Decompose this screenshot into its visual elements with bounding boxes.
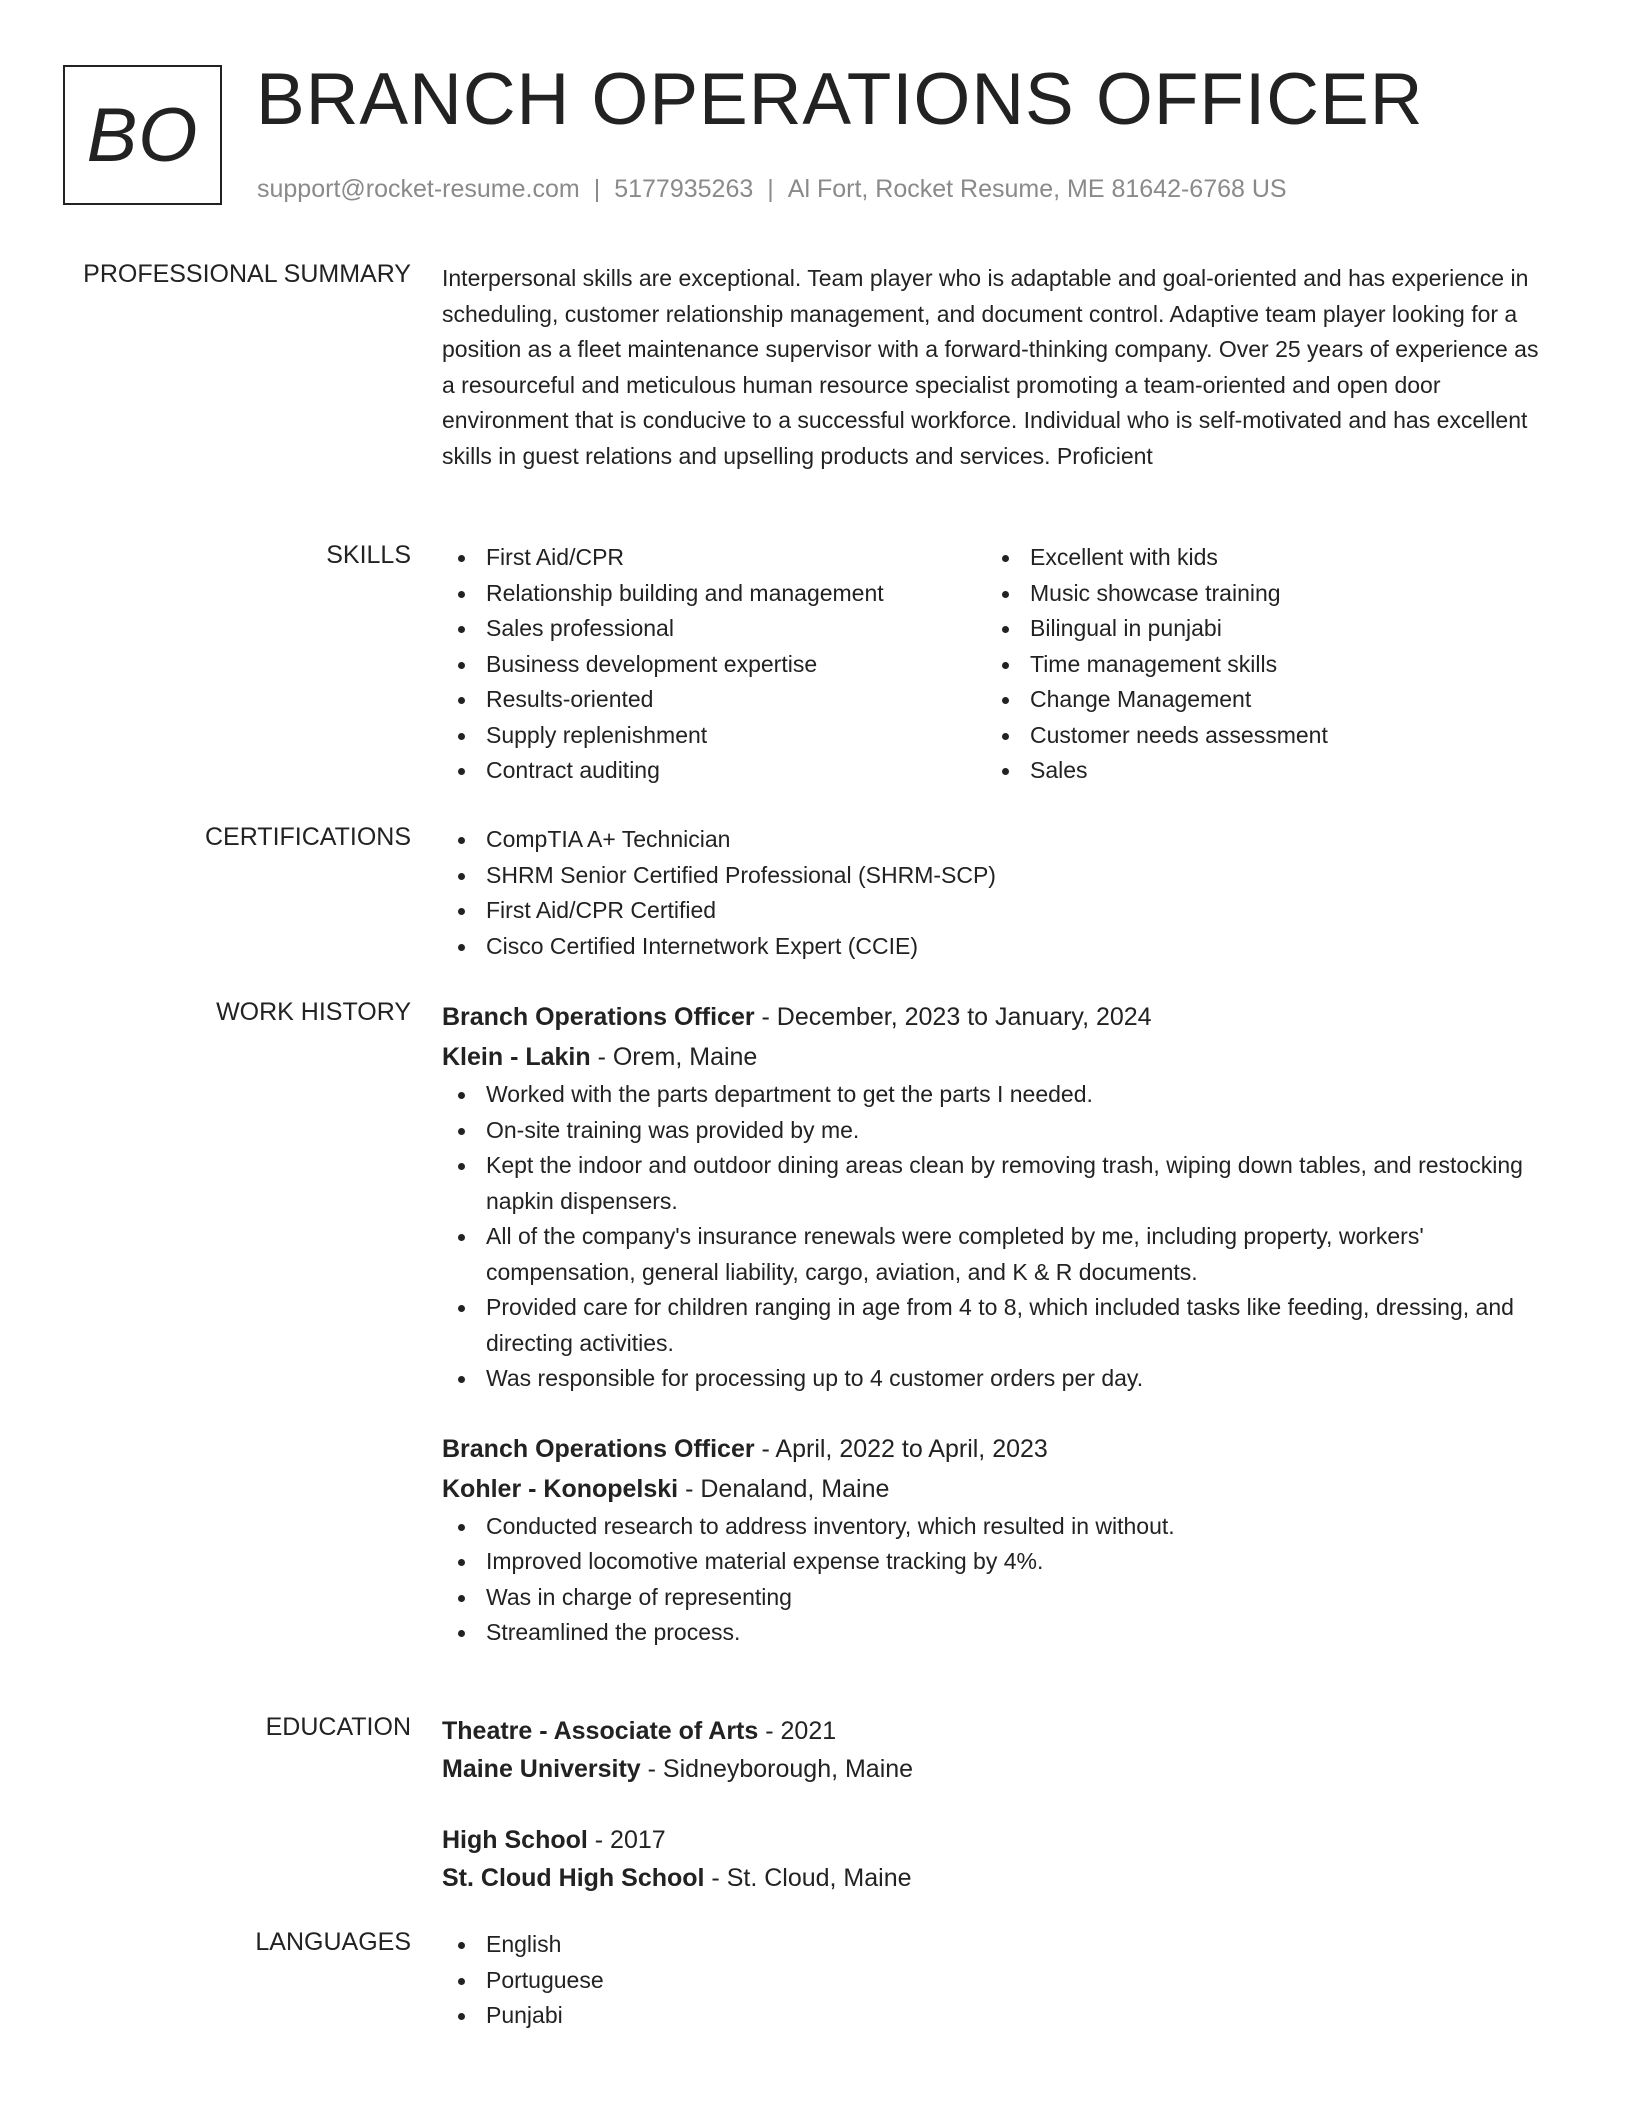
list-item: SHRM Senior Certified Professional (SHRM-SCP) — [442, 858, 1552, 894]
section-label: SKILLS — [326, 541, 411, 569]
job-title-line — [442, 997, 1552, 1037]
education-entry — [442, 1712, 1552, 1788]
summary-text: Interpersonal skills are exceptional. Team player who is adaptable and goal-oriented and has experience in scheduling, customer relationship management, and document control. Adaptive team player looking for a position as a fleet maintenance supervisor with a forward-thinking company. Over 25 years of experience as a resourceful and meticulous human resource specialist promoting a team-oriented and open door environment that is conducive to a successful workforce. Individual who is self-motivated and has excellent skills in guest relations and upselling products and services. Proficient — [442, 265, 1539, 469]
list-item: Change Management — [986, 682, 1506, 718]
job-company: Kohler - Konopelski — [442, 1474, 679, 1503]
list-item: Sales professional — [442, 611, 986, 647]
email-link[interactable]: support@rocket-resume.com — [257, 175, 580, 203]
list-item: On-site training was provided by me. — [442, 1113, 1552, 1149]
list-item: Streamlined the process. — [442, 1615, 1552, 1651]
section-label: LANGUAGES — [255, 1928, 411, 1956]
skills-list-right — [986, 540, 1506, 789]
education-degree-line — [442, 1821, 1552, 1859]
list-item: Excellent with kids — [986, 540, 1506, 576]
list-item: CompTIA A+ Technician — [442, 822, 1552, 858]
skills-columns — [442, 540, 1552, 789]
list-item: Supply replenishment — [442, 718, 986, 754]
section-label: PROFESSIONAL SUMMARY — [83, 260, 411, 288]
education-school-line — [442, 1859, 1552, 1897]
education-degree-line — [442, 1712, 1552, 1750]
contact-line — [257, 174, 1287, 204]
job-entry — [442, 997, 1552, 1397]
list-item: Kept the indoor and outdoor dining areas clean by removing trash, wiping down tables, and restocking napkin dispensers. — [442, 1148, 1552, 1219]
list-item: Portuguese — [442, 1963, 1552, 1999]
job-title-line — [442, 1429, 1552, 1469]
skills-list-left — [442, 540, 986, 789]
list-item: Was in charge of representing — [442, 1580, 1552, 1616]
job-location: - Orem, Maine — [590, 1043, 758, 1071]
list-item: English — [442, 1927, 1552, 1963]
section-body — [442, 540, 1552, 789]
job-bullets — [442, 1077, 1552, 1397]
list-item: Cisco Certified Internetwork Expert (CCIE) — [442, 929, 1552, 965]
languages-list — [442, 1927, 1552, 2034]
education-degree: Theatre - Associate of Arts — [442, 1717, 759, 1745]
list-item: Improved locomotive material expense tracking by 4%. — [442, 1544, 1552, 1580]
list-item: Sales — [986, 753, 1506, 789]
list-item: Was responsible for processing up to 4 customer orders per day. — [442, 1361, 1552, 1397]
list-item: First Aid/CPR Certified — [442, 893, 1552, 929]
job-company-line — [442, 1037, 1552, 1077]
section-body — [442, 259, 1552, 474]
job-bullets — [442, 1509, 1552, 1651]
education-entry — [442, 1821, 1552, 1897]
education-year: - 2017 — [587, 1826, 666, 1854]
education-school: St. Cloud High School — [442, 1864, 705, 1892]
section-body — [442, 997, 1552, 1651]
list-item: Worked with the parts department to get the parts I needed. — [442, 1077, 1552, 1113]
contact-separator: | — [593, 175, 601, 203]
job-location: - Denaland, Maine — [678, 1474, 890, 1503]
list-item: All of the company's insurance renewals were completed by me, including property, workers' compensation, general liability, cargo, aviation, and K & R documents. — [442, 1219, 1552, 1290]
list-item: Contract auditing — [442, 753, 986, 789]
list-item: Time management skills — [986, 647, 1506, 683]
certifications-list — [442, 822, 1552, 964]
job-company-line — [442, 1469, 1552, 1509]
education-location: - St. Cloud, Maine — [704, 1864, 912, 1892]
list-item: Results-oriented — [442, 682, 986, 718]
education-year: - 2021 — [758, 1717, 837, 1745]
list-item: Conducted research to address inventory, which resulted in without. — [442, 1509, 1552, 1545]
address: Al Fort, Rocket Resume, ME 81642-6768 US — [787, 175, 1287, 203]
list-item: Provided care for children ranging in age from 4 to 8, which included tasks like feeding, dressing, and directing activities. — [442, 1290, 1552, 1361]
monogram-badge: BO — [63, 65, 222, 205]
list-item: Customer needs assessment — [986, 718, 1506, 754]
list-item: Business development expertise — [442, 647, 986, 683]
job-entry — [442, 1429, 1552, 1651]
list-item: Punjabi — [442, 1998, 1552, 2034]
resume-title: BRANCH OPERATIONS OFFICER — [256, 59, 1424, 140]
list-item: Music showcase training — [986, 576, 1506, 612]
education-school-line — [442, 1750, 1552, 1788]
job-title: Branch Operations Officer — [442, 1434, 755, 1463]
list-item: Bilingual in punjabi — [986, 611, 1506, 647]
section-label: CERTIFICATIONS — [204, 823, 411, 851]
list-item: Relationship building and management — [442, 576, 986, 612]
phone-number: 5177935263 — [614, 175, 754, 203]
job-title: Branch Operations Officer — [442, 1003, 755, 1031]
job-company: Klein - Lakin — [442, 1043, 591, 1071]
list-item: First Aid/CPR — [442, 540, 986, 576]
section-label: EDUCATION — [265, 1713, 411, 1741]
section-body — [442, 1927, 1552, 2034]
education-location: - Sidneyborough, Maine — [640, 1755, 914, 1783]
contact-separator: | — [767, 175, 774, 203]
job-dates: - December, 2023 to January, 2024 — [754, 1003, 1152, 1031]
section-body — [442, 822, 1552, 964]
job-dates: - April, 2022 to April, 2023 — [754, 1434, 1048, 1463]
section-body — [442, 1712, 1552, 1897]
section-label: WORK HISTORY — [216, 998, 411, 1026]
education-degree: High School — [442, 1826, 588, 1854]
education-school: Maine University — [442, 1755, 641, 1783]
